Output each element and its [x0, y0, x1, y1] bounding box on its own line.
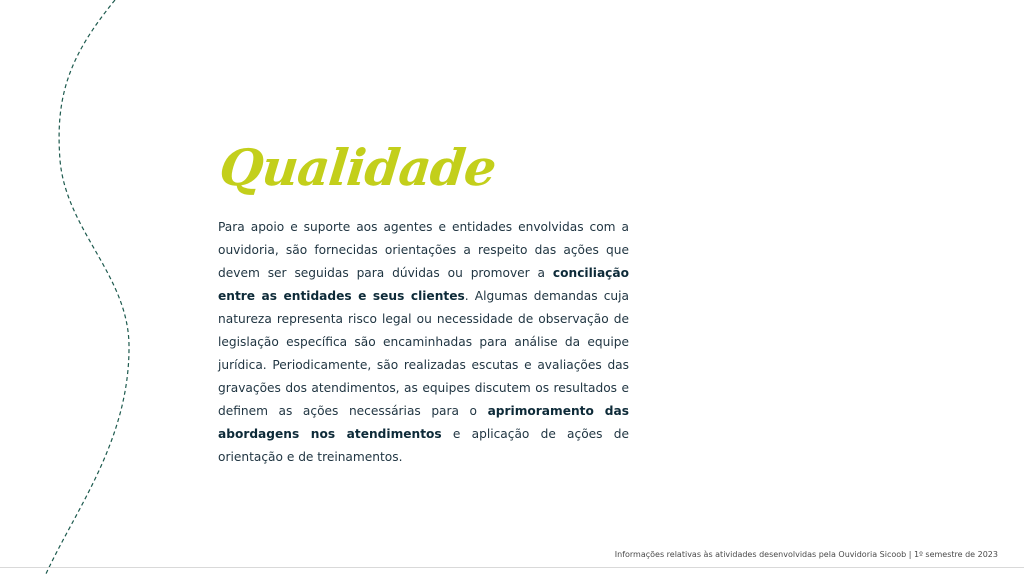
footer-divider: [0, 567, 1024, 568]
paragraph-text-2: . Algumas demandas cuja natureza representa risco legal ou necessidade de observação de legislação específica são encaminhadas para análise da equipe jurídica. Periodicamente, são realizadas escutas e avaliações das gravações dos atendimentos, as equipes discutem os resultados e definem as ações necessárias para o: [218, 289, 629, 418]
dashed-curve-path: [45, 0, 129, 576]
page-title: Qualidade: [216, 138, 499, 197]
footer-caption: Informações relativas às atividades desenvolvidas pela Ouvidoria Sicoob | 1º semestre de 2023: [614, 550, 998, 559]
paragraph-bold-1: conciliação entre as entidades e seus clientes: [218, 266, 629, 303]
paragraph-text-1: Para apoio e suporte aos agentes e entidades envolvidas com a ouvidoria, são fornecidas orientações a respeito das ações que devem ser seguidas para dúvidas ou promover a: [218, 220, 629, 280]
paragraph-bold-2: aprimoramento das abordagens nos atendimentos: [218, 404, 629, 441]
body-paragraph: [218, 216, 629, 469]
paragraph-text-3: e aplicação de ações de orientação e de treinamentos.: [218, 427, 629, 464]
